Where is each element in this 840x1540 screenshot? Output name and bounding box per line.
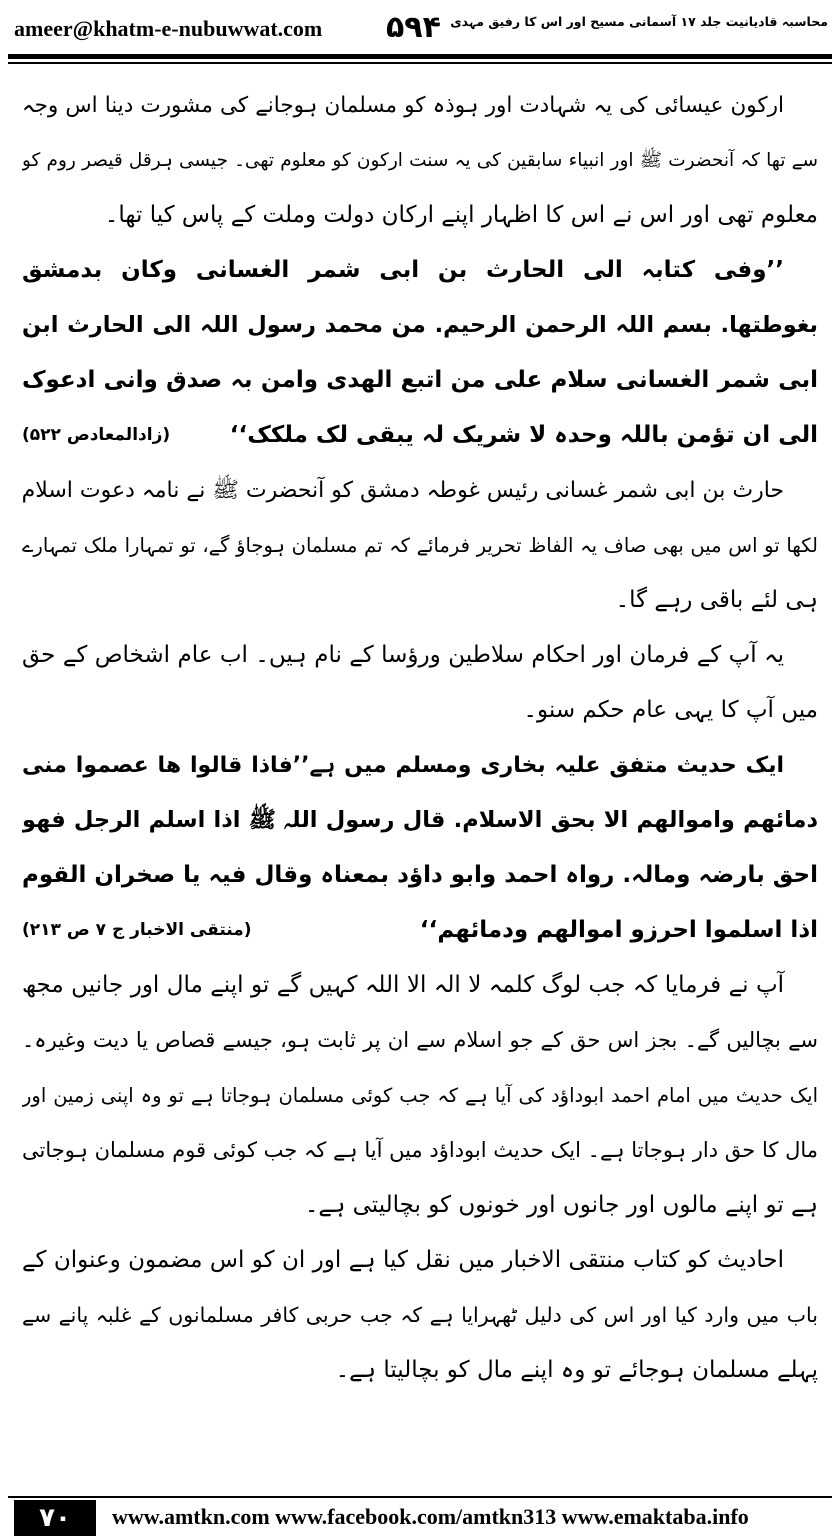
footer-page-number: ۷۰	[14, 1500, 96, 1536]
arabic-line-with-reference	[22, 408, 818, 463]
page-footer	[0, 1496, 840, 1540]
body-line: ہی لئے باقی رہے گا۔	[615, 587, 818, 613]
reference-zad: (زادالمعادص ۵۲۲)	[22, 425, 171, 445]
arabic-line-with-reference	[22, 903, 818, 958]
body-line: باب میں وارد کیا اور اس کی دلیل ٹھہرایا ہے کہ جب حربی کافر مسلمانوں کے غلبہ پانے سے	[22, 1303, 818, 1327]
header-page-number: ۵۹۴	[386, 10, 441, 45]
arabic-line: احق بارضہ ومالہ. رواہ احمد وابو داؤد بمعناہ وقال فیہ یا صخران القوم	[22, 862, 818, 888]
body-line: میں آپ کا یہی عام حکم سنو۔	[523, 697, 818, 723]
body-line: احادیث کو کتاب منتقی الاخبار میں نقل کیا ہے اور ان کو اس مضمون وعنوان کے	[22, 1247, 784, 1273]
arabic-line: الی ان تؤمن باللہ وحدہ لا شریک لہ یبقی لک ملکک‘‘	[229, 422, 818, 448]
footer-links[interactable]: www.amtkn.com www.facebook.com/amtkn313 www.emaktaba.info	[112, 1504, 749, 1529]
header-book-title: محاسبہ قادیانیت جلد ۱۷ آسمانی مسیح اور اس کا رفیق مہدی	[450, 14, 828, 29]
arabic-line: اذا اسلموا احرزو اموالھم ودمائھم‘‘	[419, 917, 818, 943]
arabic-line: دمائھم واموالھم الا بحق الاسلام. قال رسول اللہ ﷺ اذا اسلم الرجل فھو	[22, 807, 818, 833]
body-line: پہلے مسلمان ہوجائے تو وہ اپنے مال کو بچالیتا ہے۔	[335, 1357, 818, 1383]
arabic-line: بغوطتھا. بسم اللہ الرحمن الرحیم. من محمد رسول اللہ الی الحارث ابن	[22, 312, 818, 338]
page-body	[22, 78, 818, 1398]
hadith-line: ایک حدیث متفق علیہ بخاری ومسلم میں ہے’’فاذا قالوا ھا عصموا منی	[22, 753, 784, 778]
reference-muntaqa: (منتقی الاخبار ج ۷ ص ۲۱۳)	[22, 920, 252, 940]
header-rule-thin	[8, 62, 832, 64]
body-line: حارث بن ابی شمر غسانی رئیس غوطہ دمشق کو آنحضرت ﷺ نے نامہ دعوت اسلام	[22, 478, 784, 503]
arabic-line: ’’وفی کتابہ الی الحارث بن ابی شمر الغسانی وکان بدمشق	[22, 257, 784, 283]
body-line: ارکون عیسائی کی یہ شہادت اور ہوذہ کو مسلمان ہوجانے کی مشورت دینا اس وجہ	[22, 93, 784, 118]
footer-rule	[8, 1496, 832, 1498]
arabic-line: ابی شمر الغسانی سلام علی من اتبع الھدی وامن بہ صدق وانی ادعوک	[22, 367, 818, 393]
header-email[interactable]: ameer@khatm-e-nubuwwat.com	[14, 16, 323, 41]
body-line: مال کا حق دار ہوجاتا ہے۔ ایک حدیث ابوداؤد میں آیا ہے کہ جب کوئی قوم مسلمان ہوجاتی	[22, 1138, 818, 1162]
body-line: سے تھا کہ آنحضرت ﷺ اور انبیاء سابقین کی یہ سنت ارکون کو معلوم تھی۔ جیسی ہرقل قیصر روم کو	[22, 150, 818, 171]
body-line: معلوم تھی اور اس نے اس کا اظہار اپنے ارکان دولت وملت کے پاس کیا تھا۔	[104, 202, 818, 228]
body-line: آپ نے فرمایا کہ جب لوگ کلمہ لا الہ الا اللہ کہیں گے تو اپنے مال اور جانیں مجھ	[22, 972, 784, 998]
body-line: لکھا تو اس میں بھی صاف یہ الفاظ تحریر فرمائے کہ تم مسلمان ہوجاؤ گے، تو تمہارا ملک تمہارے	[22, 534, 818, 557]
body-line: ہے تو اپنے مالوں اور جانوں اور خونوں کو بچالیتی ہے۔	[304, 1192, 818, 1218]
page-header	[8, 6, 832, 50]
body-line: یہ آپ کے فرمان اور احکام سلاطین ورؤسا کے نام ہیں۔ اب عام اشخاص کے حق	[22, 642, 784, 668]
header-rule-thick	[8, 54, 832, 59]
body-line: سے بچالیں گے۔ بجز اس حق کے جو اسلام سے ان پر ثابت ہو، جیسے قصاص یا دیت وغیرہ۔	[22, 1028, 818, 1052]
body-line: ایک حدیث میں امام احمد ابوداؤد کی آیا ہے کہ جب کوئی مسلمان ہوجاتا ہے تو وہ اپنی زمین اور	[22, 1084, 818, 1107]
